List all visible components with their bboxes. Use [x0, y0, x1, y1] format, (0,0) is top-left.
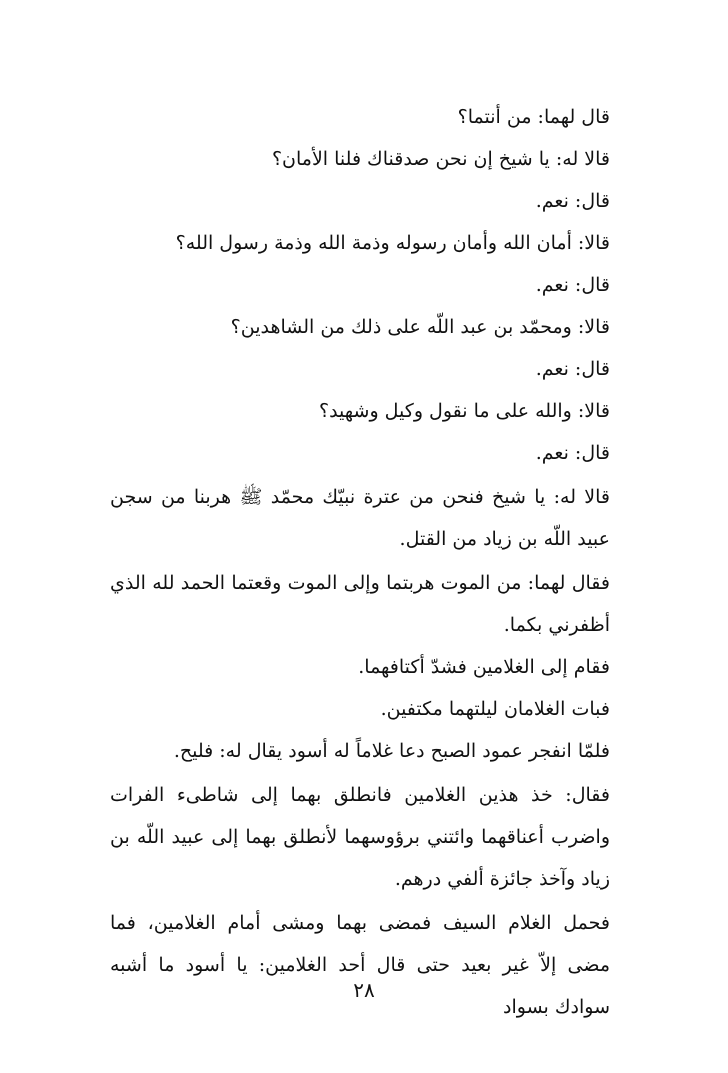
- paragraph: فبات الغلامان ليلتهما مكتفين.: [380, 698, 610, 720]
- text-line: قال لهما: من أنتما؟: [457, 106, 610, 128]
- text-line: قال: نعم.: [535, 358, 610, 380]
- text-line: قالا: أمان الله وأمان رسوله وذمة الله وذمة رسول الله؟: [175, 232, 610, 254]
- page-number: ٢٨: [353, 978, 375, 1002]
- paragraph: فقام إلى الغلامين فشدّ أكتافهما.: [358, 656, 610, 678]
- paragraph: قالا له: يا شيخ فنحن من عترة نبيّك محمّد ﷺ هربنا من سجن عبيد اللّه بن زياد من القتل.: [110, 486, 610, 550]
- paragraph: فقال لهما: من الموت هربتما وإلى الموت وقعتما الحمد لله الذي أظفرني بكما.: [110, 572, 610, 636]
- text-line: قال: نعم.: [535, 190, 610, 212]
- paragraph: فحمل الغلام السيف فمضى بهما ومشى أمام الغلامين، فما مضى إلاّ غير بعيد حتى قال أحد الغلامين: يا أسود ما أشبه سوادك بسواد: [110, 912, 610, 1018]
- paragraph: فقال: خذ هذين الغلامين فانطلق بهما إلى شاطىء الفرات واضرب أعناقهما وائتني برؤوسهما لأنطلق بهما إلى عبيد اللّه بن زياد وآخذ جائزة ألفي درهم.: [110, 784, 610, 890]
- text-line: قالا: والله على ما نقول وكيل وشهيد؟: [318, 400, 610, 422]
- paragraph: فلمّا انفجر عمود الصبح دعا غلاماً له أسود يقال له: فليح.: [173, 740, 610, 762]
- text-line: قالا: ومحمّد بن عبد اللّه على ذلك من الشاهدين؟: [230, 316, 610, 338]
- text-line: قال: نعم.: [535, 274, 610, 296]
- text-line: قالا له: يا شيخ إن نحن صدقناك فلنا الأمان؟: [271, 148, 610, 170]
- text-line: قال: نعم.: [535, 442, 610, 464]
